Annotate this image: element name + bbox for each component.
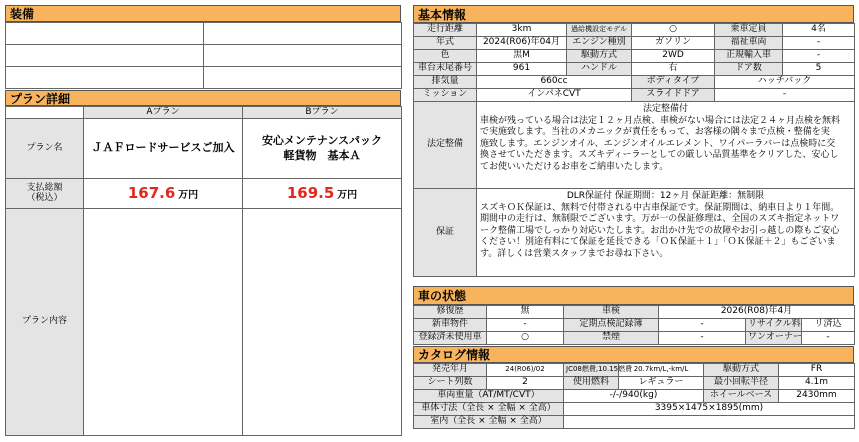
warranty-line: スズキＯＫ保証は、無料で付帯される中古車保証です。保証期間は、納車日より１年間。 [480, 202, 840, 213]
color-label: 色 [414, 50, 477, 63]
equipment-table [5, 22, 402, 89]
size-value: 3395×1475×1895(mm) [564, 403, 855, 416]
inspection-line: 施致します。エンジンオイル、エンジンオイルエレメント、ワイパーラバーは点検時に交 [480, 138, 836, 149]
periodic-label: 定期点検記録簿 [564, 319, 659, 332]
basic-title: 基本情報 [418, 7, 467, 22]
slide-value: - [715, 89, 855, 102]
recycle-value: リ済込 [802, 319, 855, 332]
warranty-line: す。詳しくは営業スタッフまでお尋ね下さい。 [480, 248, 669, 259]
equipment-cell [204, 23, 402, 45]
equipment-section [5, 5, 401, 89]
wheelbase-label: ホイールベース [704, 390, 779, 403]
warranty-line: ください！別途有料にて保証を延長できる「ＯＫ保証＋１」「ＯＫ保証＋２」もございま [480, 237, 836, 248]
inspection-head: 法定整備付 [642, 104, 688, 114]
inspection-label: 法定整備 [414, 102, 477, 189]
turn-value: 4.1m [779, 377, 855, 390]
plan-title: プラン詳細 [10, 91, 71, 106]
seats-value: 2 [487, 377, 564, 390]
catalog-drive-label: 駆動方式 [704, 364, 779, 377]
vin-value: 961 [477, 63, 567, 76]
inspection-line: 換させていただきます。スズキディーラーとしての厳しい品質基準をクリアした、安心し [480, 150, 839, 161]
plan-b-price-unit: 万円 [337, 189, 358, 201]
plan-a-price-unit: 万円 [178, 189, 199, 201]
catalog-table [413, 363, 855, 429]
mission-label: ミッション [414, 89, 477, 102]
plan-name-label: プラン名 [6, 119, 84, 179]
newcar-label: 新車物件 [414, 319, 487, 332]
plan-b-price-cell [243, 179, 402, 209]
smoking-label: 禁煙 [564, 332, 659, 345]
plan-header [5, 90, 401, 106]
catalog-header [413, 346, 854, 363]
color-value: 黒M [477, 50, 567, 63]
inspection-line: 車検が残っている場合は法定１２ヶ月点検、車検がない場合には法定２４ヶ月点検を無料 [480, 115, 841, 126]
handle-label: ハンドル [567, 63, 632, 76]
fuel-label: JC08燃費,10.15燃費 [564, 364, 619, 377]
catalog-section [413, 346, 854, 429]
drive-label: 駆動方式 [567, 50, 632, 63]
body-value: ハッチバック [715, 76, 855, 89]
warranty-line: ーク整備工場でしっかり対応いたします。お出かけ先での故障やお引っ越しの際もご安心 [480, 225, 840, 236]
plan-section [5, 90, 401, 436]
weight-label: 車両重量（AT/MT/CVT） [414, 390, 564, 403]
size-label: 車体寸法（全長 × 全幅 × 全高） [414, 403, 564, 416]
interior-value [564, 416, 855, 429]
wheelbase-value: 2430mm [779, 390, 855, 403]
fuel-value: 20.7km/L,-km/L [619, 364, 704, 377]
release-label: 発売年月 [414, 364, 487, 377]
recycle-label: リサイクル料 [746, 319, 802, 332]
fueltype-value: レギュラー [619, 377, 704, 390]
capacity-value: 4名 [783, 24, 855, 37]
inspection-line: てお使いいただけるお車をご納車いたします。 [480, 161, 669, 172]
vin-label: 車台末尾番号 [414, 63, 477, 76]
inspection-line: で実施致します。当社のメカニックが責任をもって、お客様の隅々まで点検・整備を実 [480, 127, 830, 138]
capacity-label: 乗車定員 [715, 24, 783, 37]
plan-a-header: Aプラン [84, 107, 243, 119]
condition-table [413, 305, 855, 345]
equipment-cell [204, 45, 402, 67]
body-label: ボディタイプ [632, 76, 715, 89]
warranty-lines [480, 203, 851, 261]
overtravel-label: 過給機設定モデル [567, 24, 632, 37]
plan-a-price-cell [84, 179, 243, 209]
warranty-label: 保証 [414, 189, 477, 277]
equipment-header [5, 5, 401, 22]
welfare-value: - [783, 37, 855, 50]
price-label [6, 179, 84, 209]
plan-b-content [243, 209, 402, 436]
fueltype-label: 使用燃料 [564, 377, 619, 390]
overtravel-value: ○ [632, 24, 715, 37]
plan-corner [6, 107, 84, 119]
warranty-head: DLR保証付 保証期間：12ヶ月 保証距離：無制限 [566, 191, 765, 201]
release-value: 24(R06)/02 [487, 364, 564, 377]
shaken-label: 車検 [564, 306, 659, 319]
displacement-value: 660cc [477, 76, 632, 89]
import-label: 正規輸入車 [715, 50, 783, 63]
import-value: - [783, 50, 855, 63]
registered-label: 登録済未使用車 [414, 332, 487, 345]
welfare-label: 福祉車両 [715, 37, 783, 50]
condition-title: 車の状態 [418, 289, 467, 303]
basic-header [413, 5, 854, 23]
doors-label: ドア数 [715, 63, 783, 76]
year-value: 2024(R06)年04月 [477, 37, 567, 50]
warranty-line: 期間中の走行は、無制限でございます。万が一の保証修理は、全国のスズキ指定ネットワ [480, 214, 840, 225]
price-label-line1: 支払総額 [26, 183, 63, 194]
drive-value: 2WD [632, 50, 715, 63]
periodic-value: - [659, 319, 746, 332]
inspection-lines [480, 116, 851, 174]
repair-label: 修復歴 [414, 306, 487, 319]
plan-a-name: ＪＡＦロードサービスご加入 [91, 141, 235, 155]
repair-value: 無 [487, 306, 564, 319]
plan-b-name-line1: 安心メンテナンスパック [261, 133, 383, 147]
seats-label: シート列数 [414, 377, 487, 390]
catalog-drive-value: FR [779, 364, 855, 377]
inspection-text [477, 102, 855, 189]
slide-label: スライドドア [632, 89, 715, 102]
engine-label: エンジン種別 [567, 37, 632, 50]
basic-section [413, 5, 854, 277]
turn-label: 最小回転半径 [704, 377, 779, 390]
mission-value: インパネCVT [477, 89, 632, 102]
year-label: 年式 [414, 37, 477, 50]
doors-value: 5 [783, 63, 855, 76]
warranty-text [477, 189, 855, 277]
owner-label: ワンオーナー [746, 332, 802, 345]
owner-value: - [802, 332, 855, 345]
plan-a-price: 167.6 [127, 183, 176, 202]
plan-a-name-cell [84, 119, 243, 179]
condition-section [413, 286, 854, 345]
mileage-label: 走行距離 [414, 24, 477, 37]
equipment-cell [204, 67, 402, 89]
equipment-title: 装備 [10, 7, 35, 21]
smoking-value: - [659, 332, 746, 345]
plan-table [5, 106, 402, 436]
plan-b-price: 169.5 [286, 183, 335, 202]
weight-value: -/-/940(kg) [564, 390, 704, 403]
mileage-value: 3km [477, 24, 567, 37]
plan-b-name [245, 134, 399, 164]
registered-value: ○ [487, 332, 564, 345]
equipment-cell [6, 67, 204, 89]
displacement-label: 排気量 [414, 76, 477, 89]
plan-content-label: プラン内容 [6, 209, 84, 436]
newcar-value: - [487, 319, 564, 332]
equipment-cell [6, 23, 204, 45]
interior-label: 室内（全長 × 全幅 × 全高） [414, 416, 564, 429]
engine-value: ガソリン [632, 37, 715, 50]
basic-table [413, 23, 855, 277]
catalog-title: カタログ情報 [418, 348, 491, 362]
plan-b-header: Bプラン [243, 107, 402, 119]
handle-value: 右 [632, 63, 715, 76]
shaken-value: 2026(R08)年4月 [659, 306, 855, 319]
plan-b-name-line2: 軽貨物 基本Ａ [283, 148, 361, 162]
plan-a-content [84, 209, 243, 436]
price-label-line2: （税込） [26, 192, 63, 203]
equipment-cell [6, 45, 204, 67]
condition-header [413, 286, 854, 305]
plan-b-name-cell [243, 119, 402, 179]
